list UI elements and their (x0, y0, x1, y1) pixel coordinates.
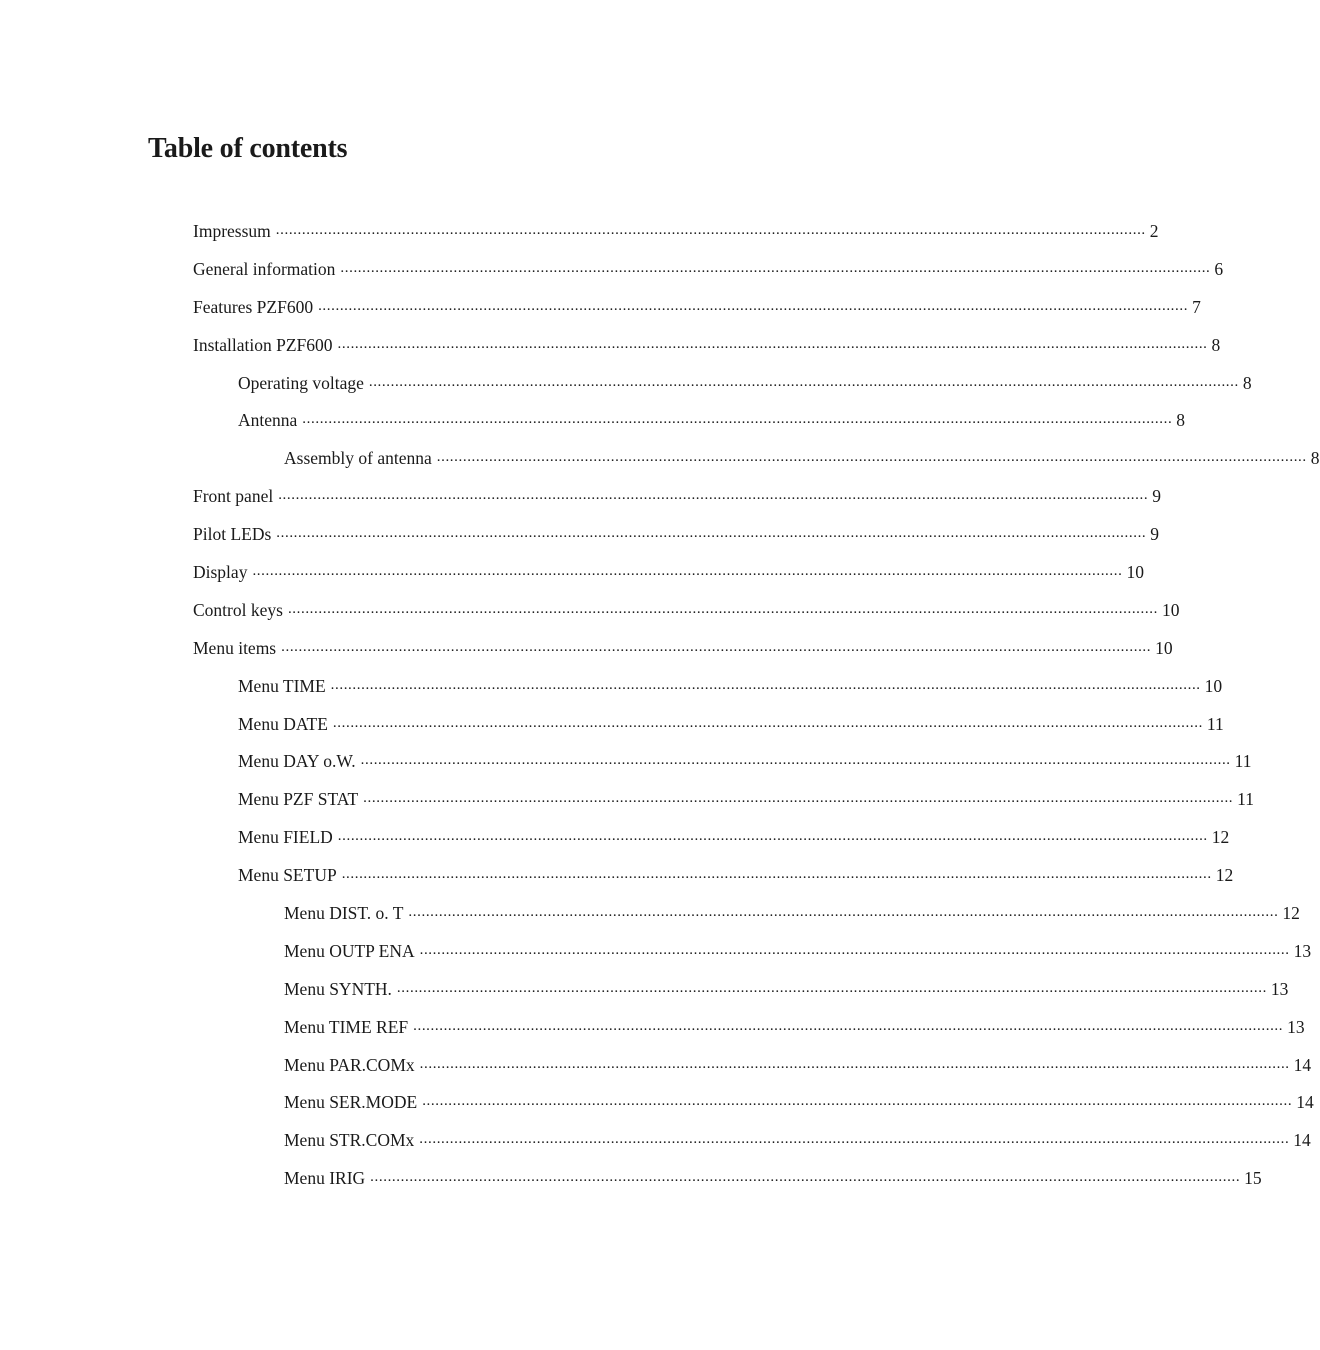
toc-entry-page-number: 8 (1211, 334, 1221, 355)
toc-entry-title: Installation PZF600 (193, 334, 333, 355)
toc-entry[interactable] (0, 780, 1255, 818)
toc-entry-title: Menu FIELD (238, 827, 333, 848)
dot-leader: ........................................................................................................................................................................................................ (360, 752, 1231, 769)
toc-entry[interactable] (0, 401, 1186, 439)
toc-entry[interactable] (0, 250, 1224, 288)
dot-leader: ........................................................................................................................................................................................................ (363, 790, 1234, 807)
toc-entry-page-number: 10 (1204, 675, 1223, 696)
dot-leader: ........................................................................................................................................................................................................ (396, 979, 1267, 996)
toc-entry[interactable] (0, 364, 1252, 402)
toc-entry[interactable] (0, 856, 1234, 894)
dot-leader: ........................................................................................................................................................................................................ (370, 1169, 1241, 1186)
toc-entry-page-number: 2 (1149, 220, 1159, 241)
table-of-contents (0, 212, 1320, 1197)
toc-entry-title: Impressum (193, 220, 271, 241)
toc-entry[interactable] (0, 212, 1159, 250)
toc-entry[interactable] (0, 1083, 1314, 1121)
toc-entry[interactable] (0, 591, 1180, 629)
toc-entry-title: Menu OUTP ENA (284, 940, 415, 961)
toc-entry-page-number: 11 (1206, 713, 1224, 734)
toc-entry[interactable] (0, 477, 1161, 515)
toc-entry-page-number: 13 (1270, 978, 1289, 999)
toc-entry-page-number: 10 (1161, 599, 1180, 620)
toc-entry-title: Menu SYNTH. (284, 978, 392, 999)
toc-entry[interactable] (0, 515, 1160, 553)
page-title: Table of contents (148, 133, 348, 164)
dot-leader: ........................................................................................................................................................................................................ (278, 487, 1149, 504)
toc-entry[interactable] (0, 1046, 1312, 1084)
toc-entry-title: Menu SER.MODE (284, 1092, 418, 1113)
dot-leader: ........................................................................................................................................................................................................ (419, 941, 1290, 958)
toc-entry-title: Menu PAR.COMx (284, 1054, 415, 1075)
toc-entry-page-number: 10 (1155, 637, 1173, 658)
toc-entry-title: Menu TIME REF (284, 1016, 409, 1037)
dot-leader: ........................................................................................................................................................................................................ (422, 1093, 1293, 1110)
toc-entry[interactable] (0, 970, 1289, 1008)
toc-entry-title: Antenna (238, 410, 298, 431)
toc-entry-page-number: 8 (1310, 448, 1320, 469)
dot-leader: ........................................................................................................................................................................................................ (252, 562, 1123, 579)
toc-entry-page-number: 14 (1296, 1092, 1314, 1113)
toc-entry[interactable] (0, 932, 1312, 970)
toc-entry-title: Operating voltage (238, 372, 364, 393)
toc-entry-page-number: 12 (1282, 902, 1300, 923)
toc-entry[interactable] (0, 288, 1201, 326)
dot-leader: ........................................................................................................................................................................................................ (337, 828, 1208, 845)
toc-entry-title: Assembly of antenna (284, 448, 432, 469)
toc-entry-page-number: 13 (1293, 940, 1312, 961)
dot-leader: ........................................................................................................................................................................................................ (275, 221, 1146, 238)
dot-leader: ........................................................................................................................................................................................................ (419, 1131, 1290, 1148)
toc-entry-title: Menu DAY o.W. (238, 751, 356, 772)
toc-entry-title: Menu items (193, 637, 277, 658)
dot-leader: ........................................................................................................................................................................................................ (413, 1017, 1284, 1034)
dot-leader: ........................................................................................................................................................................................................ (368, 373, 1239, 390)
toc-entry-title: Menu SETUP (238, 865, 337, 886)
toc-entry-title: Menu PZF STAT (238, 789, 359, 810)
toc-entry[interactable] (0, 894, 1300, 932)
toc-entry-title: Menu DATE (238, 713, 328, 734)
toc-entry[interactable] (0, 818, 1230, 856)
toc-entry[interactable] (0, 1159, 1262, 1197)
toc-entry-page-number: 14 (1293, 1130, 1311, 1151)
toc-entry[interactable] (0, 742, 1252, 780)
toc-entry[interactable] (0, 705, 1224, 743)
toc-entry-title: Menu DIST. o. T (284, 902, 404, 923)
toc-entry-page-number: 11 (1234, 751, 1252, 772)
toc-entry[interactable] (0, 439, 1320, 477)
toc-entry[interactable] (0, 667, 1223, 705)
toc-entry-page-number: 11 (1237, 789, 1255, 810)
dot-leader: ........................................................................................................................................................................................................ (332, 714, 1203, 731)
toc-entry-page-number: 12 (1211, 827, 1230, 848)
dot-leader: ........................................................................................................................................................................................................ (276, 525, 1147, 542)
toc-entry-title: Pilot LEDs (193, 524, 272, 545)
toc-entry-page-number: 12 (1215, 865, 1234, 886)
toc-entry-page-number: 6 (1214, 258, 1224, 279)
dot-leader: ........................................................................................................................................................................................................ (287, 600, 1158, 617)
toc-entry-title: Menu STR.COMx (284, 1130, 415, 1151)
dot-leader: ........................................................................................................................................................................................................ (341, 866, 1212, 883)
toc-entry-page-number: 7 (1192, 296, 1201, 317)
toc-entry-title: Menu TIME (238, 675, 326, 696)
dot-leader: ........................................................................................................................................................................................................ (436, 449, 1307, 466)
toc-entry-title: Front panel (193, 486, 274, 507)
toc-entry-page-number: 13 (1287, 1016, 1305, 1037)
toc-entry[interactable] (0, 629, 1173, 667)
toc-entry-page-number: 9 (1152, 486, 1161, 507)
toc-entry-page-number: 9 (1150, 524, 1160, 545)
toc-entry-page-number: 8 (1242, 372, 1252, 393)
toc-entry-title: Menu IRIG (284, 1168, 366, 1189)
toc-entry-title: General information (193, 258, 336, 279)
dot-leader: ........................................................................................................................................................................................................ (330, 676, 1201, 693)
dot-leader: ........................................................................................................................................................................................................ (337, 335, 1208, 352)
dot-leader: ........................................................................................................................................................................................................ (340, 259, 1211, 276)
toc-entry-page-number: 10 (1126, 561, 1144, 582)
toc-entry-title: Control keys (193, 599, 283, 620)
toc-entry-title: Features PZF600 (193, 296, 314, 317)
dot-leader: ........................................................................................................................................................................................................ (408, 903, 1279, 920)
dot-leader: ........................................................................................................................................................................................................ (419, 1055, 1290, 1072)
toc-entry[interactable] (0, 553, 1144, 591)
dot-leader: ........................................................................................................................................................................................................ (318, 297, 1189, 314)
toc-entry-title: Display (193, 561, 248, 582)
dot-leader: ........................................................................................................................................................................................................ (281, 638, 1152, 655)
toc-entry-page-number: 8 (1176, 410, 1186, 431)
dot-leader: ........................................................................................................................................................................................................ (302, 411, 1173, 428)
toc-entry[interactable] (0, 1121, 1311, 1159)
toc-entry[interactable] (0, 1008, 1305, 1046)
toc-entry[interactable] (0, 326, 1221, 364)
toc-entry-page-number: 14 (1293, 1054, 1312, 1075)
toc-entry-page-number: 15 (1244, 1168, 1262, 1189)
